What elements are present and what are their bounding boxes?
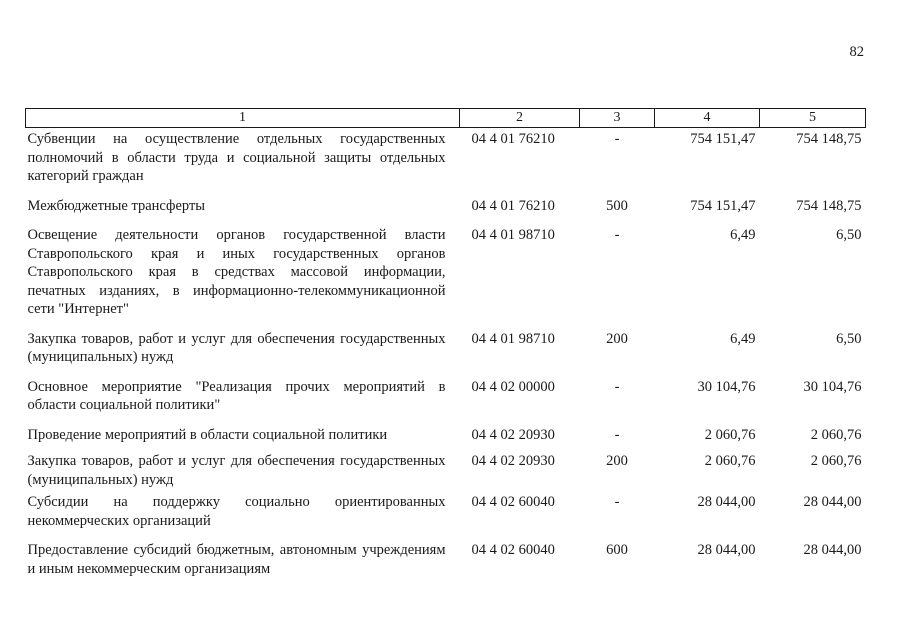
row-sum1: 2 060,76 (704, 453, 756, 469)
row-sum2: 754 148,75 (796, 131, 862, 147)
row-type: - (614, 426, 620, 443)
row-name: Освещение деятельности органов государственной власти Ставропольского края и иных государственных органов Ставропольского края в средствах массовой информации, печатных изданиях, в информационно-телекоммуникационной сети "Интернет" (27, 227, 446, 317)
row-code: 04 4 02 20930 (471, 426, 555, 443)
row-name: Проведение мероприятий в области социальной политики (27, 426, 388, 443)
row-code: 04 4 02 60040 (471, 494, 555, 510)
row-code: 04 4 01 76210 (471, 197, 555, 214)
column-header-name: 1 (26, 109, 460, 128)
column-header-code: 2 (460, 109, 580, 128)
row-code: 04 4 01 98710 (471, 227, 555, 243)
table-row (26, 367, 866, 415)
table-row (26, 128, 866, 186)
row-code: 04 4 02 00000 (471, 378, 555, 395)
row-sum2: 2 060,76 (810, 453, 862, 469)
row-name: Предоставление субсидий бюджетным, автономным учреждениям и иным некоммерческим организациям (27, 542, 446, 577)
row-sum2: 6,50 (836, 227, 862, 243)
row-sum2: 28 044,00 (803, 542, 862, 558)
row-sum1: 30 104,76 (697, 378, 756, 395)
row-type: 500 (606, 197, 628, 214)
table-row (26, 530, 866, 578)
row-type: - (614, 494, 620, 510)
row-type: 200 (606, 330, 628, 347)
row-name: Основное мероприятие "Реализация прочих мероприятий в области социальной политики" (27, 378, 446, 413)
row-code: 04 4 02 60040 (471, 542, 555, 558)
table-row (26, 215, 866, 319)
table-row (26, 415, 866, 445)
row-code: 04 4 02 20930 (471, 453, 555, 469)
row-type: 600 (606, 542, 628, 558)
row-sum2: 6,50 (836, 330, 862, 347)
table-row (26, 489, 866, 530)
row-sum1: 2 060,76 (704, 426, 756, 443)
page-number: 82 (849, 44, 864, 60)
row-code: 04 4 01 76210 (471, 131, 555, 147)
row-type: - (614, 378, 620, 395)
row-type: - (614, 131, 620, 147)
table-header-row (26, 109, 866, 128)
row-name: Закупка товаров, работ и услуг для обеспечения государственных (муниципальных) нужд (27, 330, 446, 365)
column-header-sum1: 4 (655, 109, 760, 128)
row-sum1: 6,49 (730, 227, 756, 243)
row-sum2: 28 044,00 (803, 494, 862, 510)
row-sum1: 6,49 (730, 330, 756, 347)
row-sum2: 2 060,76 (810, 426, 862, 443)
row-type: 200 (606, 453, 628, 469)
row-sum2: 30 104,76 (803, 378, 862, 395)
table-row (26, 186, 866, 216)
row-type: - (614, 227, 620, 243)
row-code: 04 4 01 98710 (471, 330, 555, 347)
table-row (26, 444, 866, 489)
column-header-sum2: 5 (760, 109, 866, 128)
row-sum2: 754 148,75 (796, 197, 862, 214)
row-sum1: 28 044,00 (697, 542, 756, 558)
row-sum1: 754 151,47 (690, 131, 756, 147)
row-sum1: 754 151,47 (690, 197, 756, 214)
row-name: Закупка товаров, работ и услуг для обеспечения государственных (муниципальных) нужд (27, 453, 446, 488)
row-name: Межбюджетные трансферты (27, 197, 206, 214)
table-row (26, 319, 866, 367)
budget-table (25, 108, 866, 578)
row-name: Субсидии на поддержку социально ориентированных некоммерческих организаций (27, 494, 446, 529)
row-name: Субвенции на осуществление отдельных государственных полномочий в области труда и социальной защиты отдельных категорий граждан (27, 131, 446, 184)
column-header-type: 3 (580, 109, 655, 128)
row-sum1: 28 044,00 (697, 494, 756, 510)
